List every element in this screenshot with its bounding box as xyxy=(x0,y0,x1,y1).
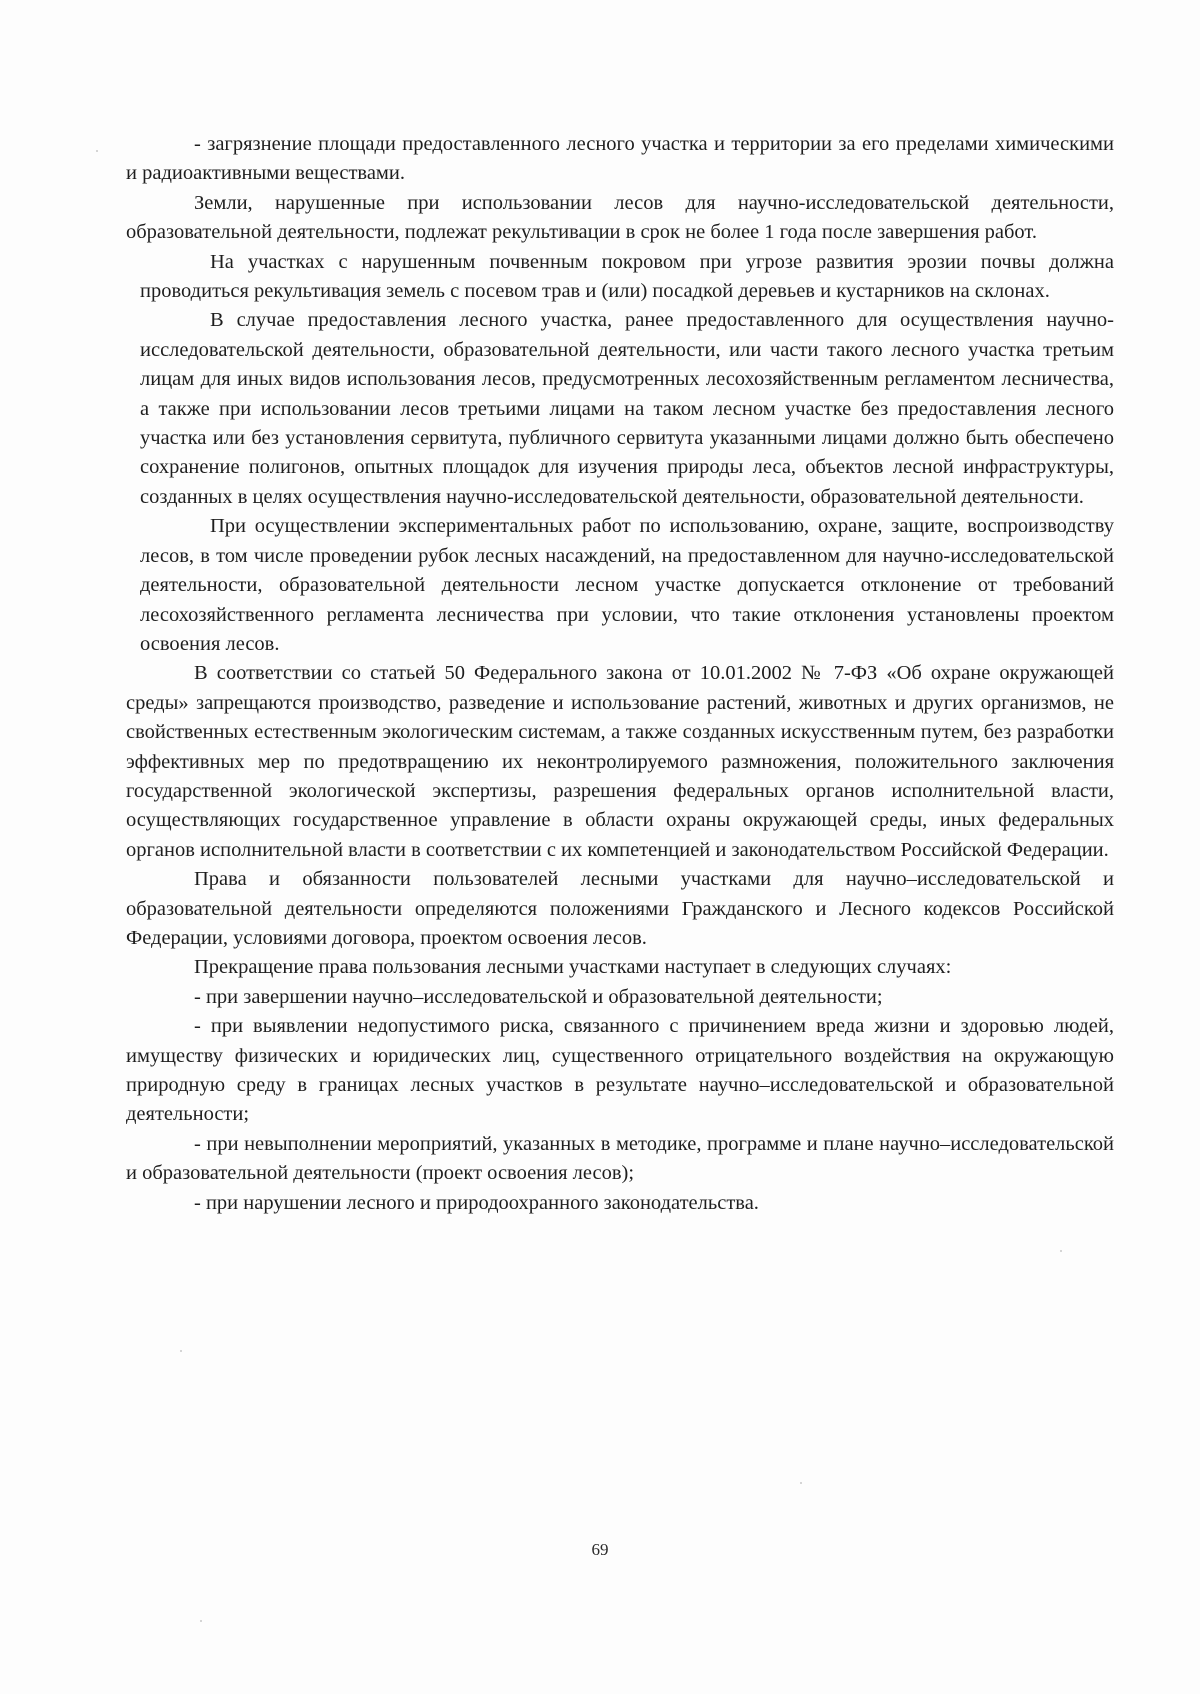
scan-speck xyxy=(96,150,98,152)
scan-speck xyxy=(200,1620,202,1622)
list-item-non-fulfillment: - при невыполнении мероприятий, указанных в методике, программе и плане научно–исследовательской и образовательной деятельности (проект освоения лесов); xyxy=(126,1132,1114,1185)
paragraph-federal-law: В соответствии со статьей 50 Федерального закона от 10.01.2002 № 7-ФЗ «Об охране окружающей среды» запрещаются производство, разведение и использование растений, животных и других организмов, не свойственных естественным экологическим системам, а также созданных искусственным путем, без разработки эффективных мер по предотвращению их неконтролируемого размножения, положительного заключения государственной экологической экспертизы, разрешения федеральных органов исполнительной власти, осуществляющих государственное управление в области охраны окружающей среды, иных федеральных органов исполнительной власти в соответствии с их компетенцией и законодательством Российской Федерации. xyxy=(126,662,1114,861)
scan-speck xyxy=(1060,1250,1062,1252)
paragraph-rights-duties: Права и обязанности пользователей лесными участками для научно–исследовательской и образовательной деятельности определяются положениями Гражданского и Лесного кодексов Российской Федерации, условиями договора, проектом освоения лесов. xyxy=(126,868,1114,949)
list-item-law-violation: - при нарушении лесного и природоохранного законодательства. xyxy=(194,1191,759,1214)
list-item-completion: - при завершении научно–исследовательской и образовательной деятельности; xyxy=(194,985,883,1008)
list-item-unacceptable-risk: - при выявлении недопустимого риска, связанного с причинением вреда жизни и здоровью людей, имуществу физических и юридических лиц, существенного отрицательного воздействия на окружающую природную среду в границах лесных участков в результате научно–исследовательской и образовательной деятельности; xyxy=(126,1015,1114,1126)
scan-speck xyxy=(180,1350,182,1352)
scan-speck xyxy=(800,1482,802,1484)
paragraph-third-parties: В случае предоставления лесного участка, ранее предоставленного для осуществления научно-исследовательской деятельности, образовательной деятельности, или части такого лесного участка третьим лицам для иных видов использования лесов, предусмотренных лесохозяйственным регламентом лесничества, а также при использовании лесов третьими лицами на таком лесном участке без предоставления лесного участка или без установления сервитута, публичного сервитута указанными лицами должно быть обеспечено сохранение полигонов, опытных площадок для изучения природы леса, объектов лесной инфраструктуры, созданных в целях осуществления научно-исследовательской деятельности, образовательной деятельности. xyxy=(140,309,1114,508)
paragraph-experimental-works: При осуществлении экспериментальных работ по использованию, охране, защите, воспроизводству лесов, в том числе проведении рубок лесных насаждений, на предоставленном для научно-исследовательской деятельности, образовательной деятельности лесном участке допускается отклонение от требований лесохозяйственного регламента лесничества при условии, что такие отклонения установлены проектом освоения лесов. xyxy=(140,515,1114,655)
paragraph-land-reclamation: Земли, нарушенные при использовании лесов для научно-исследовательской деятельности, образовательной деятельности, подлежат рекультивации в срок не более 1 года после завершения работ. xyxy=(126,191,1114,244)
document-body xyxy=(126,130,1114,1218)
page-number: 69 xyxy=(591,1540,609,1559)
paragraph-soil-erosion: На участках с нарушенным почвенным покровом при угрозе развития эрозии почвы должна проводиться рекультивация земель с посевом трав и (или) посадкой деревьев и кустарников на склонах. xyxy=(140,250,1114,303)
paragraph-termination-intro: Прекращение права пользования лесными участками наступает в следующих случаях: xyxy=(194,956,952,979)
paragraph-pollution-item: - загрязнение площади предоставленного лесного участка и территории за его пределами химическими и радиоактивными веществами. xyxy=(126,133,1114,185)
